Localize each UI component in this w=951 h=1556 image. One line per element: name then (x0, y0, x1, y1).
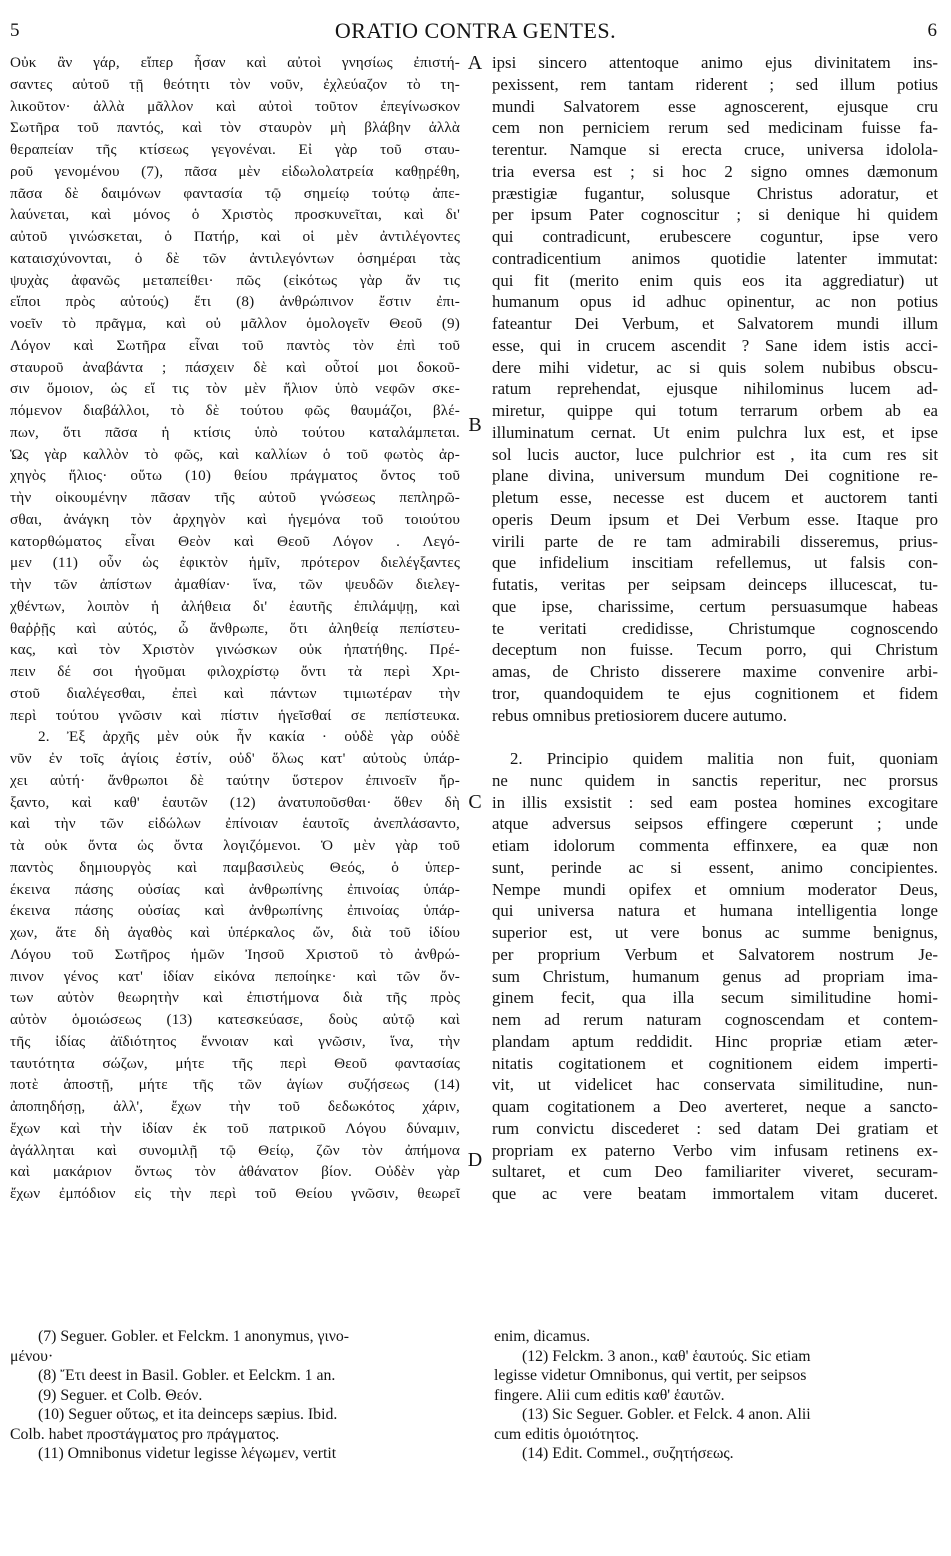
latin-text-line: quam cogitationem a Deo averteret, neque a sancto- (492, 1097, 938, 1116)
greek-text-line: κας, καὶ τὸν Χριστὸν γινώσκων οὐκ ἠπατήθης. Πρέ- (10, 641, 460, 659)
latin-text-line: tria eversa est ; si hoc 2 signo omnes dæmonum (492, 161, 938, 181)
latin-text-line: ginem fecit, qua illa secum similitudine homi- (492, 988, 938, 1008)
footnote-line: (12) Felckm. 3 anon., καθ' ἑαυτούς. Sic etiam (522, 1347, 811, 1365)
latin-text-line: rum convictu discederet : sed datam Dei gratiam et (492, 1118, 938, 1138)
greek-text-line: ροῦ γενομένου (7), πᾶσα μὲν εἰδωλολατρεία καθῃρέθη, (10, 162, 460, 180)
greek-text-line: ποτὲ ἀποστῇ, μήτε τῆς τῶν ἁγίων συζήσεως (14) (10, 1076, 460, 1094)
latin-text-line: nitatis cogitationem et cognitionem eidem imperti- (492, 1053, 938, 1073)
latin-text-line: que ac vere beatam immortalem vitam duceret. (492, 1184, 938, 1203)
section-marker-d: D (467, 1149, 483, 1171)
greek-text-line: των αὐτὸν θεωρητὴν καὶ ἐπιστήμονα διὰ τῆς πρὸς (10, 989, 460, 1007)
latin-text-line: que infidelium inscitiam refellemus, ut falsis con- (492, 553, 938, 573)
footnote-line: (10) Seguer οὕτως, et ita deinceps sæpius. Ibid. (38, 1406, 338, 1423)
greek-text-line: αὐτοῦ γινώσκεται, ὁ Πατήρ, καὶ οἱ μὲν ἀντιλέγοντες (10, 228, 460, 245)
latin-text-line: fateantur Dei Verbum, et Salvatorem mundi illum (492, 314, 938, 333)
footnote-line: μένου· (10, 1347, 54, 1365)
greek-text-line: μεν (11) οὖν ὡς ἐφικτὸν ἡμῖν, πρότερον διελέγξαντες (10, 554, 460, 572)
greek-text-line: πινον γένος κατ' ἰδίαν εἰκόνα πεποίηκε· καὶ τῶν ὄν- (10, 967, 460, 985)
latin-text-line: contradicentium animos quotidie latenter immutat: (492, 248, 938, 268)
greek-text-line: αὐτὸν ὁμοιώσεως (13) κατεσκεύασε, δοὺς αὐτῷ καὶ (10, 1011, 460, 1028)
greek-text-line: εἴποι πρὸς αὐτούς) ἔτι (8) ἀνθρώπινον ἔστιν ἐπι- (10, 293, 460, 311)
footnote-line: cum editis ὁμοιότητος. (494, 1425, 639, 1443)
greek-text-line: ξαντο, καὶ καθ' ἑαυτῶν (12) ἀνατυποῦσθαι· ὅθεν δὴ (10, 793, 460, 811)
greek-column (10, 52, 460, 1205)
footnotes-left (10, 1327, 470, 1464)
latin-text-line: rebus omnibus pretiosiorem ducere autumo. (492, 705, 787, 725)
greek-text-line: ἀγάλληται καὶ συνομιλῇ τῷ Θείῳ, ζῶν τὸν ἀπήμονα (10, 1141, 460, 1159)
greek-text-line: νοεῖν τὸ πρᾶγμα, καὶ οὐ μᾶλλον ὁμολογεῖν Θεοῦ (9) (10, 315, 460, 332)
greek-text-line: σαντες αὐτοῦ τῇ θεότητι τὸν νοῦν, ἐχλεύαζον τὸ τη- (10, 75, 460, 93)
greek-text-line: Σωτῆρα τοῦ παντός, καὶ τὸν σταυρὸν μὴ βλάβην ἀλλὰ (10, 119, 460, 137)
latin-text-line: mundi Salvatorem esse agnoscerent, ejusque cru (492, 96, 938, 116)
greek-text-line: χηγὸς ἥλιος· οὕτω (10) θείου πράγματος ὄντος τοῦ (10, 467, 460, 485)
footnote-line: (13) Sic Seguer. Gobler. et Felck. 4 anon. Alii (522, 1406, 811, 1423)
latin-text-line: Nempe mundi opifex et omnium moderator Deus, (492, 879, 938, 899)
greek-text-line: κατορθώματος εἶναι Θεὸν καὶ Θεοῦ Λόγον . Λεγό- (10, 532, 460, 550)
footnote-line: legisse videtur Omnibonus, qui vertit, per seipsos (494, 1367, 807, 1384)
latin-text-line: amas, de Christo disserere maxime convenire arbi- (492, 662, 938, 681)
footnote-line: enim, dicamus. (494, 1328, 591, 1345)
greek-text-line: Οὐκ ἂν γάρ, εἴπερ ἦσαν καὶ αὐτοὶ γνησίως ἐπιστή- (10, 54, 460, 71)
latin-text-line: terentur. Namque si erecta cruce, universa idolola- (492, 140, 938, 159)
latin-text-line: superior est, ut vere bonus ac summe benignus, (492, 923, 938, 942)
latin-text-line: tror, quandoquidem te ejus cognitionem et fidem (492, 683, 938, 703)
greek-text-line: καὶ τὴν τῶν εἰδώλων ἐπίνοιαν ἑαυτοῖς ἀνεπλάσαντο, (10, 815, 460, 833)
greek-text-line: έκεινα πάσης οὐσίας καὶ ἀνθρωπίνης ἐπινοίας ὑπάρ- (10, 880, 460, 898)
greek-text-line: περὶ τούτου γνῶσιν καὶ πίστιν ἡγεῖσθαί σε πεπίστευκα. (10, 706, 460, 724)
greek-text-line: 2. Ἐξ ἀρχῆς μὲν οὐκ ἦν κακία · οὐδὲ γὰρ οὐδὲ (38, 728, 460, 746)
greek-text-line: θεραπείαν τῆς κτίσεως γεγονέναι. Εἰ γὰρ τοῦ σταυ- (10, 141, 460, 158)
latin-text-line: pletum esse, necesse est ducem et auctorem tanti (492, 488, 938, 507)
latin-text-line: per proprium Verbum et Salvatorem nostrum Je- (492, 944, 938, 964)
latin-text-line: vit, ut videlicet hac conservata similitudine, nun- (492, 1075, 938, 1095)
footnote-line: Colb. habet προστάγματος pro πράγματος. (10, 1425, 280, 1443)
section-marker-c: C (468, 791, 482, 813)
greek-text-line: χθέντων, λοιπὸν ἡ ἀλήθεια δι' ἑαυτῆς ἐπιλάμψῃ, καὶ (10, 597, 460, 615)
latin-text-line: operis Deum ipsum et Dei Verbum esse. Itaque pro (492, 509, 938, 529)
greek-text-line: Λόγου τοῦ Σωτῆρος ἡμῶν Ἰησοῦ Χριστοῦ τὸ ἀνθρώ- (10, 945, 460, 963)
latin-text-line: qui fit (merito enim quis eos ita aggrediatur) ut (492, 270, 938, 290)
footnote-line: (7) Seguer. Gobler. et Felckm. 1 anonymus, γινο- (38, 1328, 350, 1345)
section-marker-a: A (467, 52, 483, 74)
footnote-line: fingere. Alii cum editis καθ' ἑαυτῶν. (494, 1386, 725, 1404)
latin-text-line: miretur, quippe qui totum terrarum orbem ab ea (492, 401, 938, 420)
latin-text-line: te veritati credidisse, Christumque cognoscendo (492, 618, 938, 638)
footnotes-right (494, 1327, 938, 1464)
latin-column (492, 52, 938, 1205)
greek-text-line: θαῤῥῇς καὶ αὐτός, ὦ ἄνθρωπε, ὅτι ἀληθείᾳ πεπίστευ- (10, 619, 460, 637)
latin-text-line: 2. Principio quidem malitia non fuit, quoniam (510, 749, 938, 768)
latin-text-line: sunt, perinde ac si essent, animo concipientes. (492, 857, 938, 877)
greek-text-line: λαύνεται, καὶ μόνος ὁ Χριστὸς προσκυνεῖται, καὶ δι' (10, 206, 460, 224)
running-title: ORATIO CONTRA GENTES. (334, 18, 617, 43)
greek-text-line: παντὸς δημιουργὸς καὶ παμβασιλεὺς Θεός, ὁ ὑπερ- (10, 858, 460, 876)
greek-text-line: ἀποπηδήσῃ, ἀλλ', ἔχων τὴν τοῦ δεδωκότος χάριν, (10, 1098, 460, 1115)
page-number-right: 6 (927, 20, 937, 41)
greek-text-line: νῦν ἐν τοῖς ἁγίοις ἐστίν, οὐδ' ὅλως κατ' αὐτοὺς ὑπάρ- (10, 750, 460, 767)
latin-text-line: ipsi sincero attentoque animo ejus divinitatem ins- (492, 53, 938, 72)
latin-text-line: virili parte de re tam admirabili disseremus, prius- (492, 531, 938, 551)
latin-text-line: qui contradicunt, erubescere coguntur, ipse vero (492, 227, 938, 246)
section-marker-b: B (468, 414, 482, 436)
latin-text-line: nem ad rerum naturam cognoscendam et contem- (492, 1010, 938, 1029)
greek-text-line: τὴν τῶν ἀπίστων ἀμαθίαν· ἵνα, τῶν ψευδῶν διελεγ- (10, 576, 460, 593)
greek-text-line: Λόγον καὶ Σωτῆρα εἶναι τοῦ παντὸς τὸν ἐπὶ τοῦ (10, 336, 460, 354)
greek-text-line: ἔχων καὶ τὴν ἰδίαν ἐκ τοῦ πατρικοῦ Λόγου δύναμιν, (10, 1119, 460, 1137)
greek-text-line: χει αὐτή· ἄνθρωποι δὲ ταύτην ὕστερον ἐπινοεῖν ἤρ- (10, 771, 460, 789)
latin-text-line: deceptum non fuisse. Tecum porro, qui Christum (492, 640, 938, 660)
greek-text-line: Ὡς γὰρ καλλὸν τὸ φῶς, καὶ καλλίων ὁ τοῦ φωτὸς ἀρ- (10, 445, 460, 463)
greek-text-line: ταυτότητα σώζων, μήτε τῆς περὶ Θεοῦ φαντασίας (10, 1054, 460, 1072)
latin-text-line: atque adversus seipsos effingere cœperunt ; unde (492, 814, 938, 834)
greek-text-line: χων, ἅτε δὴ ἀγαθὸς καὶ ὑπέρκαλος ὤν, διὰ τοῦ ἰδίου (10, 924, 460, 941)
latin-text-line: dere mihi videtur, ac si quis solem nubibus obscu- (492, 357, 938, 377)
greek-text-line: σθαι, ἀνάγκη τὸν ἀρχηγὸν καὶ ἡγεμόνα τοῦ τοιούτου (10, 510, 460, 528)
greek-text-line: λικοῦτον· ἀλλὰ μᾶλλον καὶ αὐτοὶ τοῦτον ἐπεγίνωσκον (10, 97, 460, 115)
page-number-left: 5 (10, 20, 20, 41)
greek-text-line: στοῦ διαλέγεσθαι, ἐπεὶ καὶ πάντων τιμιωτέραν τὴν (10, 684, 460, 702)
latin-text-line: plane divina, universum mundum Dei cognitione re- (492, 466, 938, 486)
paragraph-gap (492, 726, 938, 748)
footnote-line: (8) Ἔτι deest in Basil. Gobler. et Eelckm. 1 an. (38, 1367, 336, 1384)
latin-text-line: sultaret, et cum Deo familiariter viveret, securam- (492, 1162, 938, 1182)
latin-text-line: futatis, veritas per seipsam deinceps illucescat, tu- (492, 575, 938, 594)
latin-text-line: ratum reprehendat, ejusque nihilominus lucem ad- (492, 379, 938, 399)
latin-text-line: pexissent, rem tantam riderent ; sed illum potius (492, 74, 938, 94)
latin-text-line: que ipse, charissime, certum persuasumque habeas (492, 596, 938, 616)
latin-text-line: esse, qui in crucem ascendit ? Sane idem istis acci- (492, 335, 938, 355)
latin-text-line: illuminatum cernat. Ut enim pulchra lux est, et ipse (492, 422, 938, 442)
greek-text-line: σταυροῦ ἀναβάντα ; πάσχειν δὲ καὶ οὗτοί μοι δοκοῦ- (10, 358, 460, 376)
latin-text-line: per ipsum Pater cognoscitur ; si denique hi quidem (492, 205, 938, 225)
latin-text-line: etiam idolorum commenta effinxere, ea quæ non (492, 836, 938, 855)
greek-text-line: τὰ οὐκ ὄντα ὡς ὄντα λογιζόμενοι. Ὁ μὲν γὰρ τοῦ (10, 837, 460, 854)
greek-text-line: πᾶσα δὲ δαιμόνων φαντασία τῷ σημείῳ τούτῳ ἀπε- (10, 184, 460, 202)
latin-text-line: plandam aptum reddidit. Hinc propriæ etiam æter- (492, 1031, 938, 1051)
greek-text-line: πειν δέ σοι ἡγοῦμαι φιλοχρίστῳ ὄντι τὰ περὶ Χρι- (10, 663, 460, 680)
latin-text-line: propriam ex paterno Verbo vim infusam retinens ex- (492, 1140, 938, 1160)
greek-text-line: καταισχύνονται, ὁ δὲ τῶν ἀντιλεγόντων ὁσημέραι τὰς (10, 249, 460, 267)
greek-text-line: ἔχων ἐμπόδιον εἰς τὴν περὶ τοῦ Θείου γνῶσιν, θεωρεῖ (10, 1185, 460, 1202)
latin-text-line: qui universa natura et humana intelligentia longe (492, 901, 938, 921)
greek-text-line: πων, ὅτι πᾶσα ἡ κτίσις ὑπὸ τούτου καταλάμπεται. (10, 423, 460, 441)
latin-text-line: cem non perniciem rerum sed medicinam fuisse fa- (492, 118, 938, 138)
greek-text-line: πόμενον διαβάλλοι, τὸ δὲ τούτου φῶς θαυμάζοι, βλέ- (10, 402, 460, 419)
latin-text-line: præstigiæ fugantur, solusque Christus adoratur, et (492, 183, 938, 203)
greek-text-line: σιν ὅμοιον, ὡς εἴ τις τὸν μὲν ἥλιον ὑπὸ νεφῶν σκε- (10, 380, 460, 398)
latin-text-line: sum Christum, humanum genus ad propriam ima- (492, 966, 938, 986)
latin-text-line: in illis exsistit : sed eam postea homines excogitare (492, 792, 938, 812)
latin-text-line: ne nunc quidem in sanctis reperitur, nec prorsus (492, 770, 938, 790)
latin-text-line: humanum opus id adhuc opinentur, ac non potius (492, 292, 938, 312)
greek-text-line: έκεινα πάσης οὐσίας καὶ ἀνθρωπίνης ἐπινοίας ὑπάρ- (10, 902, 460, 920)
greek-text-line: καὶ μακάριον ὄντως τὸν ἀθάνατον βίον. Οὐδὲν γὰρ (10, 1163, 460, 1181)
greek-text-line: ψυχὰς ἀφανῶς μεταπείθει· πῶς (εἰκότως γὰρ ἄν τις (10, 271, 460, 289)
footnote-line: (9) Seguer. et Colb. Θεόν. (38, 1386, 203, 1404)
latin-text-line: sol lucis auctor, luce pulchrior est , ita cum res sit (492, 444, 938, 464)
footnote-line: (11) Omnibonus videtur legisse λέγωμεν, vertit (38, 1445, 337, 1462)
footnote-line: (14) Edit. Commel., συζητήσεως. (522, 1445, 734, 1462)
greek-text-line: τῆς ἰδίας ἀϊδιότητος ἔννοιαν καὶ γνῶσιν, ἵνα, τὴν (10, 1032, 460, 1050)
greek-text-line: τὴν οἰκουμένην πᾶσαν τῆς αὐτοῦ γνώσεως πεπληρῶ- (10, 489, 460, 506)
